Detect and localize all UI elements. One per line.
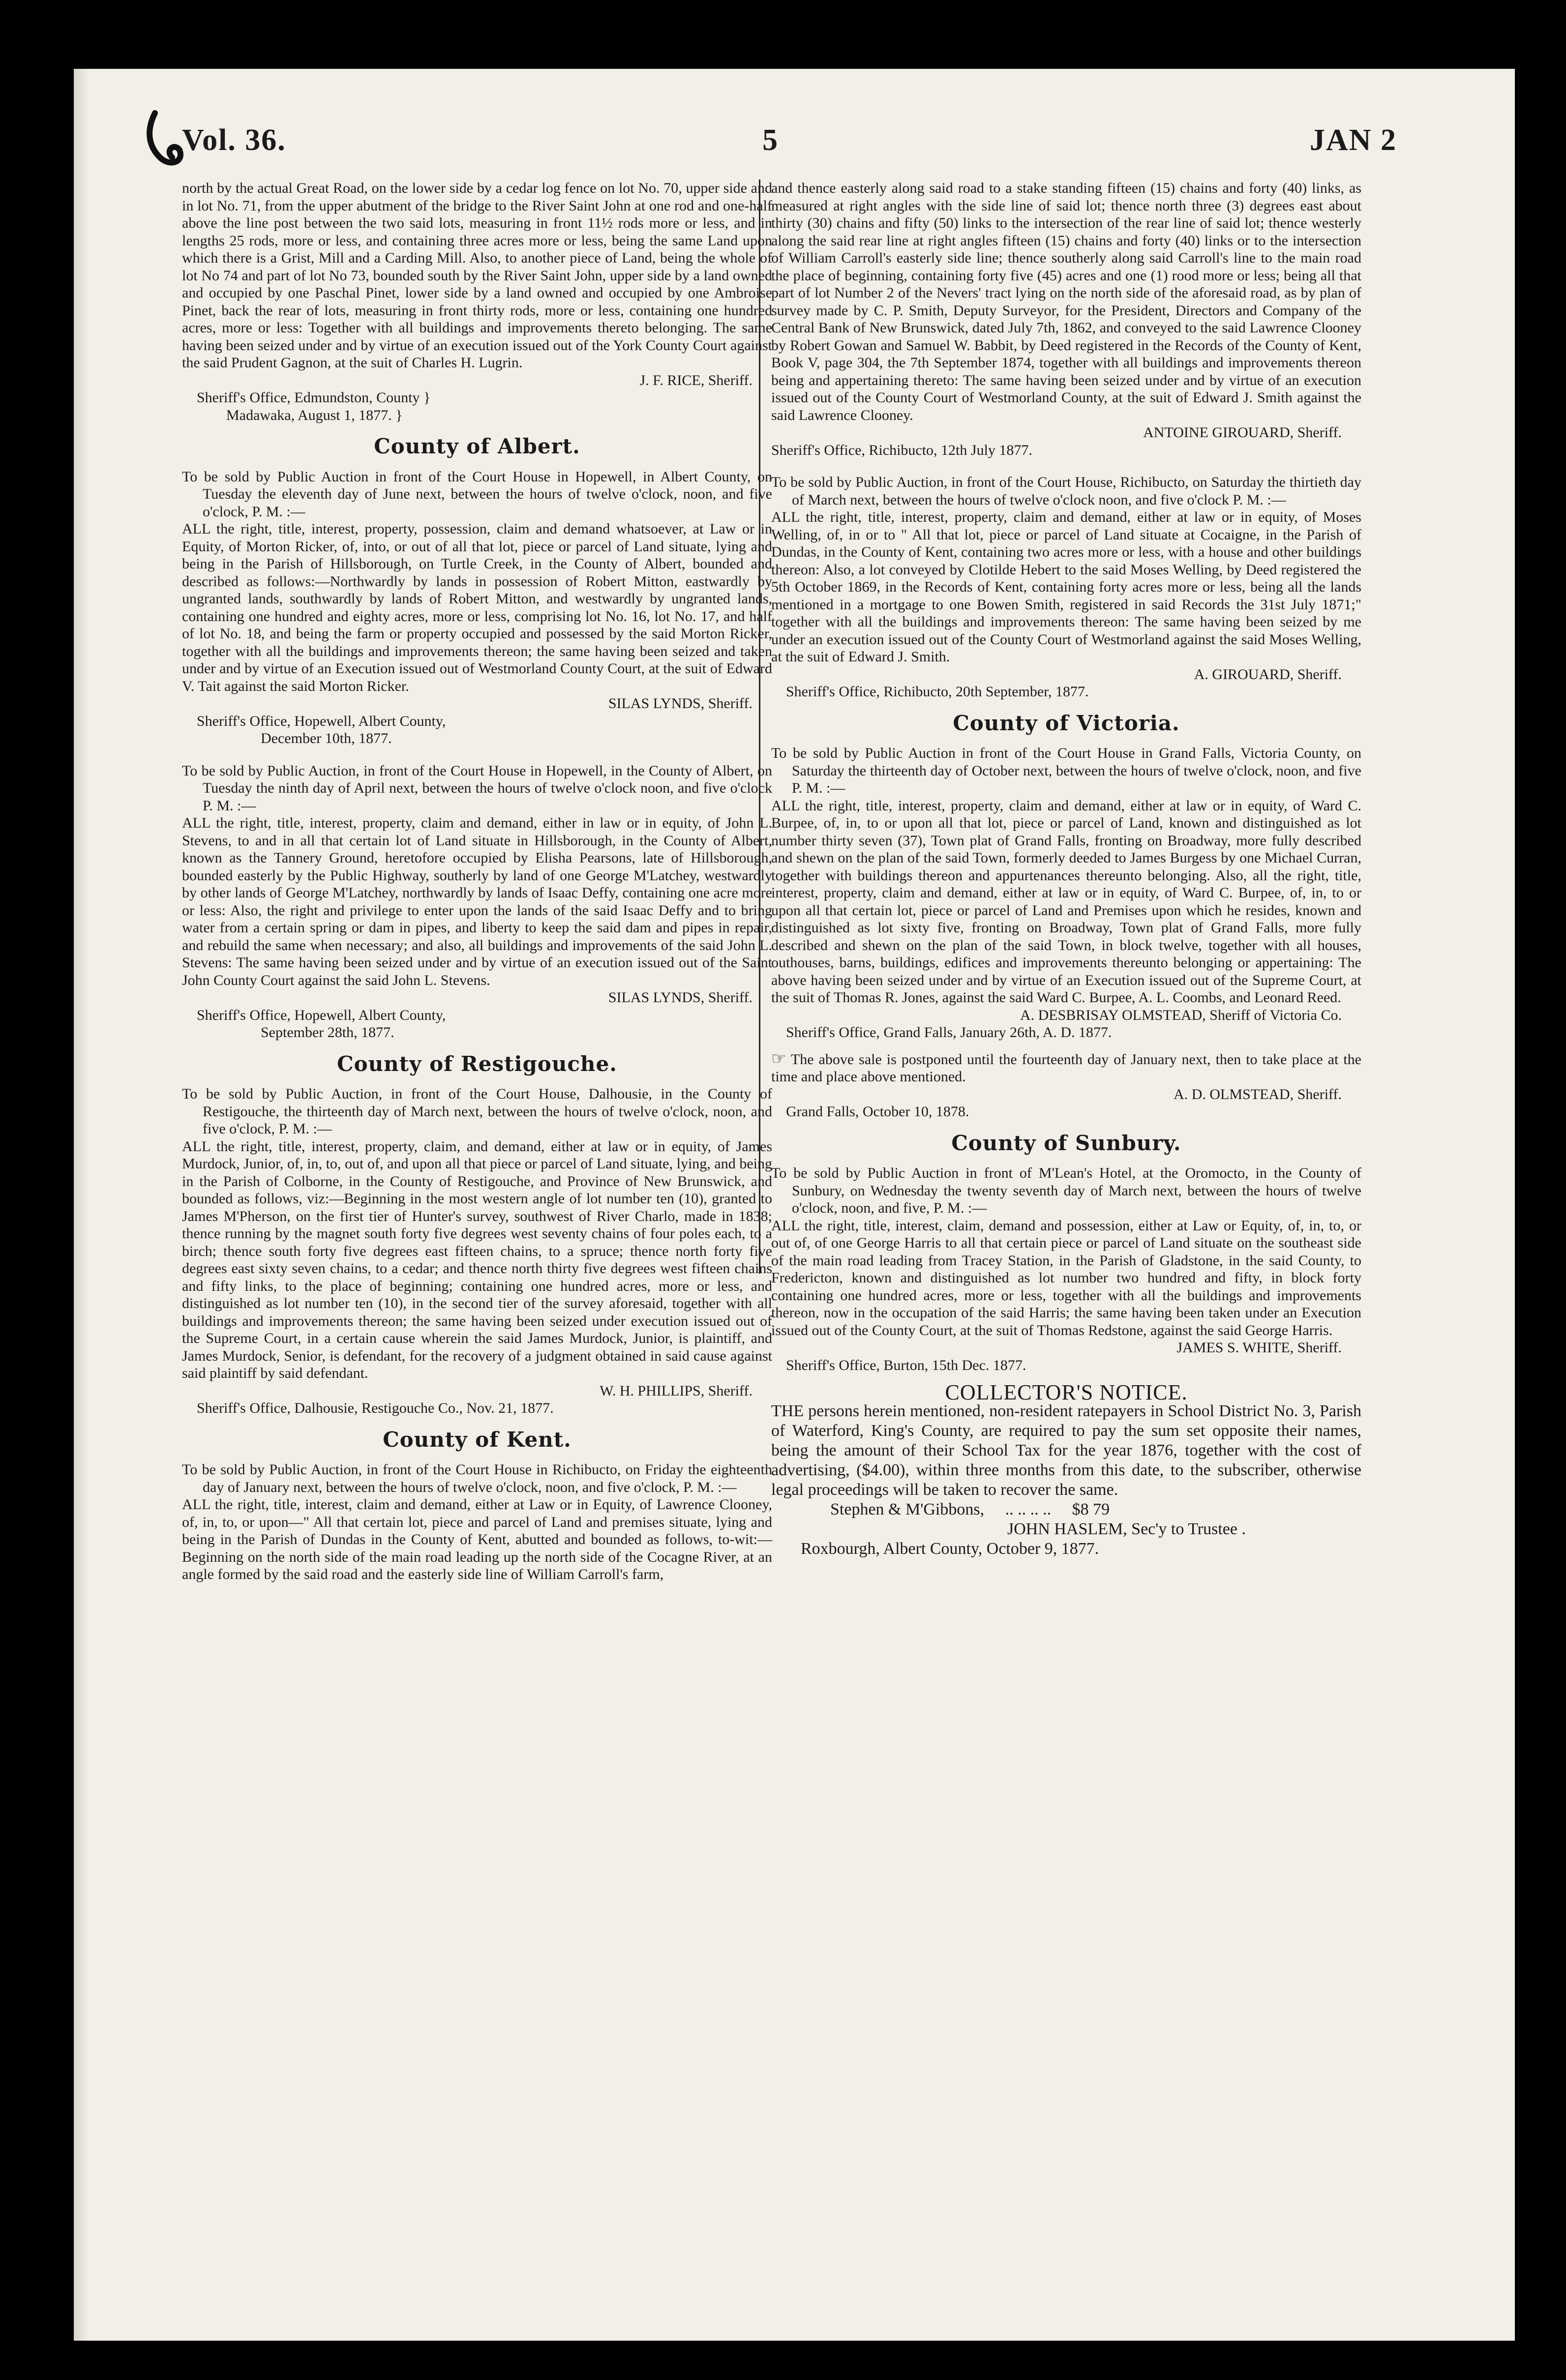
ratepayer-entry	[771, 1500, 1361, 1519]
notice-intro: To be sold by Public Auction, in front of the Court House in Richibucto, on Friday the eighteenth day of January next, between the hours of twelve o'clock, noon, and five o'clock, P. M. :—	[182, 1461, 772, 1495]
county-heading-victoria: County of Victoria.	[953, 711, 1180, 735]
albert-notice-2	[182, 762, 772, 1041]
kent-notice	[182, 1461, 772, 1583]
notice-body: ALL the right, title, interest, property, claim and demand, either at law or in equity, of Ward C. Burpee, of, in, to or upon all that lot, piece or parcel of Land, known and distinguished as lot number thirty seven (37), Town plat of Grand Falls, fronting on Broadway, more fully described and shewn on the plan of the said Town, formerly deeded to James Burgess by one Michael Curran, together with buildings thereon and appurtenances thereunto belonging. Also, all the right, title, interest, property, claim and demand, either at law or in equity, of Ward C. Burpee, of, in, to or upon all that certain lot, piece or parcel of Land and Premises upon which he resides, known and distinguished as lot sixty five, fronting on Broadway, Town plat of Grand Falls, more fully described and shewn on the plan of the said Town, in block twelve, together with all houses, outhouses, barns, buildings, edifices and improvements thereunto belonging or appertaining: The above having been seized under and by virtue of an Execution issued out of the Supreme Court, at the suit of Thomas R. Jones, against the said Ward C. Burpee, A. L. Coombs, and Leonard Reed.	[771, 797, 1361, 1006]
sheriff-signature: W. H. PHILLIPS, Sheriff.	[600, 1382, 753, 1399]
notice-body: ALL the right, title, interest, property, possession, claim and demand whatsoever, at Law or in Equity, of Morton Ricker, of, into, or out of all that lot, piece or parcel of Land situate, lying and being in the Parish of Hillsborough, on Turtle Creek, in the County of Albert, bounded and described as follows:—Northwardly by lands in possession of Robert Mitton, eastwardly by ungranted lands, southwardly by lands of Robert Mitton, and westwardly by ungranted lands, containing one hundred and eighty acres, more or less, comprising lot No. 16, lot No. 17, and half of lot No. 18, and being the farm or property occupied and possessed by the said Morton Ricker, together with all the buildings and improvements thereon; the same having been seized and taken under and by virtue of an Execution issued out of Westmorland County Court, at the suit of Edward V. Tait against the said Morton Ricker.	[182, 521, 772, 694]
newspaper-page	[74, 69, 1515, 2341]
sheriff-office: Sheriff's Office, Dalhousie, Restigouche Co., Nov. 21, 1877.	[197, 1400, 554, 1416]
sheriff-office-date: Madawaka, August 1, 1877. }	[226, 407, 403, 423]
sheriff-office: Sheriff's Office, Hopewell, Albert County,	[197, 713, 446, 729]
sheriff-signature: A. DESBRISAY OLMSTEAD, Sheriff of Victoria Co.	[1020, 1007, 1342, 1023]
notice-body: ALL the right, title, interest, property, claim, and demand, either at law or in equity, of James Murdock, Junior, of, in, to, out of, and upon all that piece or parcel of Land situate, lying, and being in the Parish of Colborne, in the County of Restigouche, and Province of New Brunswick, and bounded as follows, viz:—Beginning in the most western angle of lot number ten (10), granted to James M'Pherson, on the first tier of Hunter's survey, southwest of River Charlo, made in 1838; thence running by the magnet south forty five degrees west seventy chains of four poles each, to a birch; thence south forty five degrees east fifteen chains, to a spruce; thence north forty five degrees east sixty seven chains, to a cedar; and thence north thirty five degrees west fifteen chains and fifty links, to the place of beginning; containing one hundred acres, more or less, and distinguished as lot number ten (10), in the second tier of the survey aforesaid, together with all buildings and improvements thereon; the same having been seized under execution issued out of the Supreme Court, in a certain cause wherein the said James Murdock, Junior, is plaintiff, and James Murdock, Senior, is defendant, for the recovery of a judgment obtained in said cause against said plaintiff by said defendant.	[182, 1138, 772, 1381]
page-number: 5	[762, 123, 779, 157]
sunbury-notice	[771, 1164, 1361, 1374]
sheriff-signature: A. D. OLMSTEAD, Sheriff.	[1174, 1086, 1342, 1102]
collectors-notice-title: COLLECTOR'S NOTICE.	[945, 1380, 1188, 1404]
sheriff-office-date: December 10th, 1877.	[261, 730, 392, 746]
kent-notice-2	[771, 474, 1361, 701]
kent-notice-continued	[771, 179, 1361, 459]
notice-body: and thence easterly along said road to a stake standing fifteen (15) chains and forty (40) links, as measured at right angles with the side line of said lot; thence north three (3) degrees east about thirty (30) chains and fifty (50) links to the intersection of the rear line of said lot; thence westerly along the said rear line at right angles fifteen (15) chains and forty (40) links or to the intersection of William Carroll's easterly side line; thence southerly along said Carroll's line to the main road the place of beginning, containing forty five (45) acres and one (1) rood more or less; being all that part of lot Number 2 of the Nevers' tract lying on the north side of the aforesaid road, as by plan of survey made by C. P. Smith, Deputy Surveyor, for the President, Directors and Company of the Central Bank of New Brunswick, dated July 7th, 1862, and conveyed to the said Lawrence Clooney by Robert Gowan and Samuel W. Babbit, by Deed registered in the Records of the County of Kent, Book V, page 304, the 7th September 1874, together with all buildings and improvements thereon being and appertaining thereto: The same having been seized under and by virtue of an execution issued out of the County Court of Westmorland County, at the suit of Edward J. Smith against the said Lawrence Clooney.	[771, 180, 1361, 423]
postponement-note: ☞ The above sale is postponed until the fourteenth day of January next, then to take place at the time and place above mentioned.	[771, 1049, 1361, 1085]
notice-place-date: Roxbourgh, Albert County, October 9, 1877.	[801, 1539, 1099, 1558]
notice-intro: To be sold by Public Auction, in front of the Court House, Richibucto, on Saturday the thirtieth day of March next, between the hours of twelve o'clock noon, and five o'clock P. M. :—	[771, 474, 1361, 508]
notice-intro: To be sold by Public Auction, in front of the Court House, Dalhousie, in the County of Restigouche, the thirteenth day of March next, between the hours of twelve o'clock, noon, and five o'clock, P. M. :—	[182, 1086, 772, 1137]
sheriff-signature: ANTOINE GIROUARD, Sheriff.	[1143, 424, 1342, 441]
sheriff-office: Grand Falls, October 10, 1878.	[786, 1103, 969, 1120]
albert-notice-1	[182, 468, 772, 747]
restigouche-notice	[182, 1085, 772, 1417]
notice-body: north by the actual Great Road, on the lower side by a cedar log fence on lot No. 70, upper side and in lot No. 71, from the upper abutment of the bridge to the River Saint John at one rod and one-half above the line post between the two said lots, measuring in front 11½ rods more or less, and in lengths 25 rods, more or less, and containing three acres more or less, being the same Land upon which there is a Grist, Mill and a Carding Mill. Also, to another piece of Land, being the whole of lot No 74 and part of lot No 73, bounded south by the River Saint John, upper side by a land owned and occupied by one Paschal Pinet, lower side by a land owned and occupied by one Ambroise Pinet, back the rear of lots, measuring in front thirty rods, more or less, containing one hundred acres, more or less: Together with all buildings and improvements thereto belonging. The same having been seized under and by virtue of an execution issued out of the York County Court against the said Prudent Gagnon, at the suit of Charles H. Lugrin.	[182, 180, 772, 371]
sheriff-office: Sheriff's Office, Richibucto, 20th September, 1877.	[786, 684, 1089, 700]
right-column	[771, 179, 1361, 1559]
ratepayer-name: Stephen & M'Gibbons,	[830, 1500, 985, 1518]
victoria-notice	[771, 744, 1361, 1121]
sheriff-office: Sheriff's Office, Edmundston, County }	[197, 389, 431, 406]
notice-intro: To be sold by Public Auction in front of the Court House in Hopewell, in Albert County, on Tuesday the eleventh day of June next, between the hours of twelve o'clock, noon, and five o'clock, P. M. :—	[182, 468, 772, 520]
county-heading-restigouche: County of Restigouche.	[337, 1051, 617, 1076]
notice-body: ALL the right, title, interest, property, claim and demand, either in law or in equity, of John L. Stevens, to and in all that certain lot of Land situate in Hillsborough, in the County of Albert, known as the Tannery Ground, heretofore occupied by Elisha Pearsons, late of Hillsborough, bounded easterly by the Public Highway, southerly by land of one George M'Latchey, westwardly by other lands of George M'Latchey, northwardly by lands of Isaac Deffy, containing one acre more or less: Also, the right and privilege to enter upon the lands of the said Isaac Deffy and to bring water from a certain spring or dam in pipes, and liberty to keep the said dam and pipes in repair, and rebuild the same when necessary; and also, all buildings and improvements of the said John L. Stevens: The same having been seized under and by virtue of an execution issued out of the Saint John County Court against the said John L. Stevens.	[182, 815, 772, 988]
notice-body: THE persons herein mentioned, non-resident ratepayers in School District No. 3, Parish of Waterford, King's County, are required to pay the sum set opposite their names, being the amount of their School Tax for the year 1876, together with the cost of advertising, ($4.00), within three months from this date, to the subscriber, otherwise legal proceedings will be taken to recover the same.	[771, 1401, 1361, 1499]
collectors-notice	[771, 1380, 1361, 1559]
volume-number: Vol. 36.	[182, 123, 286, 157]
sheriff-office: Sheriff's Office, Grand Falls, January 26th, A. D. 1877.	[786, 1024, 1112, 1041]
sheriff-signature: JAMES S. WHITE, Sheriff.	[1176, 1339, 1342, 1356]
notice-body: ALL the right, title, interest, property, claim and demand, either at law or in equity, of Moses Welling, of, in or to " All that lot, piece or parcel of Land situate at Cocaigne, in the Parish of Dundas, in the County of Kent, containing two acres more or less, with a house and other buildings thereon: Also, a lot conveyed by Clotilde Hebert to the said Moses Welling, by Deed registered the 5th October 1869, in the Records of Kent, containing forty acres more or less, being all the lands mentioned in a mortgage to one Bowen Smith, registered in said Records the 31st July 1871;" together with all the buildings and improvements thereon: The same having been seized by me under an execution issued out of the County Court of Westmorland against the said Moses Welling, at the suit of Edward J. Smith.	[771, 509, 1361, 665]
notice-intro: To be sold by Public Auction in front of M'Lean's Hotel, at the Oromocto, in the County of Sunbury, on Wednesday the twenty seventh day of March next, between the hours of twelve o'clock, noon, and five, P. M. :—	[771, 1165, 1361, 1216]
county-heading-kent: County of Kent.	[383, 1427, 572, 1452]
sheriff-signature: SILAS LYNDS, Sheriff.	[608, 989, 753, 1006]
leader-dots: .. .. .. ..	[1005, 1500, 1052, 1518]
sheriff-signature: J. F. RICE, Sheriff.	[639, 372, 753, 388]
date-stamp: JAN 2	[1309, 123, 1397, 157]
notice-intro: To be sold by Public Auction in front of the Court House in Grand Falls, Victoria County, on Saturday the thirteenth day of October next, between the hours of twelve o'clock, noon, and five P. M. :—	[771, 745, 1361, 796]
pointing-hand-icon: ☞	[771, 1049, 786, 1068]
county-heading-sunbury: County of Sunbury.	[951, 1130, 1181, 1155]
trustee-signature: JOHN HASLEM, Sec'y to Trustee .	[1007, 1519, 1246, 1538]
sheriff-office: Sheriff's Office, Burton, 15th Dec. 1877.	[786, 1357, 1026, 1373]
sheriff-signature: A. GIROUARD, Sheriff.	[1194, 666, 1342, 683]
notice-intro: To be sold by Public Auction, in front of the Court House in Hopewell, in the County of Albert, on Tuesday the ninth day of April next, between the hours of twelve o'clock noon, and five o'clock P. M. :—	[182, 762, 772, 814]
sheriff-office: Sheriff's Office, Hopewell, Albert County,	[197, 1007, 446, 1023]
left-column	[182, 179, 772, 1583]
notice-body: ALL the right, title, interest, claim and demand, either at Law or in Equity, of Lawrence Clooney, of, in, to, or upon—" All that certain lot, piece and parcel of Land and premises situate, lying and being in the Parish of Dundas in the County of Kent, abutted and bounded as follows, to-wit:—Beginning on the north side of the main road leading up the north side of the Cocagne River, at an angle formed by the said road and the easterly side line of William Carroll's farm,	[182, 1496, 772, 1582]
sheriff-office: Sheriff's Office, Richibucto, 12th July 1877.	[771, 442, 1032, 458]
sheriff-signature: SILAS LYNDS, Sheriff.	[608, 695, 753, 712]
county-heading-albert: County of Albert.	[374, 434, 580, 458]
york-notice	[182, 179, 772, 424]
tax-amount: $8 79	[1072, 1500, 1110, 1518]
sheriff-office-date: September 28th, 1877.	[261, 1024, 394, 1041]
notice-body: ALL the right, title, interest, claim, demand and possession, either at Law or Equity, of, in, to, or out of, of one George Harris to all that certain piece or parcel of Land situate on the southeast side of the main road leading from Tracey Station, in the Parish of Gladstone, in the said County, to Fredericton, known and distinguished as lot number two hundred and fifty, in block forty containing one hundred acres, more or less, together with all the buildings and improvements thereon, now in the occupation of the said Harris; the same having been taken under an Execution issued out of the County Court, at the suit of Thomas Redstone, against the said George Harris.	[771, 1217, 1361, 1339]
